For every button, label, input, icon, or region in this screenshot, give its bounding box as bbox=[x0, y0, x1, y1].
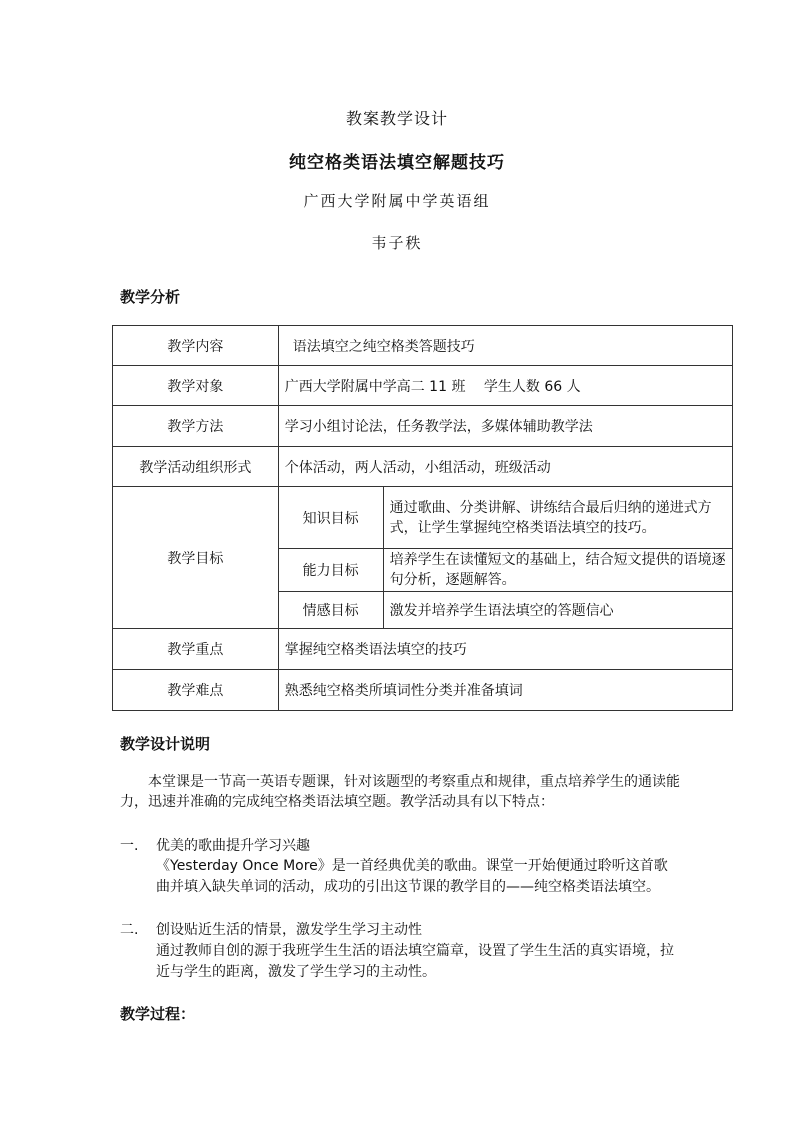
design-intro: 本堂课是一节高一英语专题课，针对该题型的考察重点和规律，重点培养学生的通读能力，迅速并准确的完成纯空格类语法填空题。教学活动具有以下特点： bbox=[120, 774, 680, 810]
table-row bbox=[113, 629, 733, 670]
page-title: 纯空格类语法填空解题技巧 bbox=[289, 153, 505, 173]
analysis-table bbox=[112, 325, 733, 711]
row-value: 个体活动，两人活动，小组活动，班级活动 bbox=[278, 447, 732, 487]
list-item-number: 一. bbox=[120, 838, 139, 854]
row-label: 教学重点 bbox=[113, 629, 279, 670]
row-value: 语法填空之纯空格类答题技巧 bbox=[278, 326, 732, 366]
author-name: 韦子秩 bbox=[371, 234, 423, 252]
goal-label: 情感目标 bbox=[278, 592, 383, 629]
analysis-heading: 教学分析 bbox=[120, 288, 181, 306]
list-item bbox=[120, 920, 680, 940]
row-value: 掌握纯空格类语法填空的技巧 bbox=[278, 629, 732, 670]
row-value: 学习小组讨论法，任务教学法，多媒体辅助教学法 bbox=[278, 406, 732, 447]
goal-value: 通过歌曲、分类讲解、讲练结合最后归纳的递进式方式，让学生掌握纯空格类语法填空的技巧。 bbox=[383, 487, 732, 549]
row-label: 教学难点 bbox=[113, 670, 279, 711]
table-row bbox=[113, 406, 733, 447]
process-heading: 教学过程： bbox=[120, 1005, 196, 1023]
table-row bbox=[113, 487, 733, 549]
row-label: 教学内容 bbox=[113, 326, 279, 366]
table-row bbox=[113, 447, 733, 487]
school-name: 广西大学附属中学英语组 bbox=[303, 192, 491, 210]
row-label: 教学对象 bbox=[113, 366, 279, 406]
row-label: 教学方法 bbox=[113, 406, 279, 447]
list-item bbox=[120, 836, 680, 856]
goal-value: 培养学生在读懂短文的基础上，结合短文提供的语境逐句分析，逐题解答。 bbox=[383, 549, 732, 592]
list-item-title: 优美的歌曲提升学习兴趣 bbox=[156, 838, 310, 854]
list-item-number: 二. bbox=[120, 922, 139, 938]
table-row bbox=[113, 670, 733, 711]
goal-label: 能力目标 bbox=[278, 549, 383, 592]
table-row bbox=[113, 326, 733, 366]
list-item-body: 通过教师自创的源于我班学生生活的语法填空篇章，设置了学生生活的真实语境，拉近与学生的距离，激发了学生学习的主动性。 bbox=[156, 943, 674, 980]
list-item-body: 《Yesterday Once More》是一首经典优美的歌曲。课堂一开始便通过聆听这首歌曲并填入缺失单词的活动，成功的引出这节课的教学目的——纯空格类语法填空。 bbox=[156, 858, 668, 895]
row-label: 教学活动组织形式 bbox=[113, 447, 279, 487]
list-item-title: 创设贴近生活的情景，激发学生学习主动性 bbox=[156, 922, 422, 938]
design-heading: 教学设计说明 bbox=[120, 735, 211, 753]
row-value: 熟悉纯空格类所填词性分类并准备填词 bbox=[278, 670, 732, 711]
goal-value: 激发并培养学生语法填空的答题信心 bbox=[383, 592, 732, 629]
goal-label: 知识目标 bbox=[278, 487, 383, 549]
row-label: 教学目标 bbox=[113, 487, 279, 629]
doc-type-heading: 教案教学设计 bbox=[345, 109, 448, 128]
row-value: 广西大学附属中学高二 11 班 学生人数 66 人 bbox=[278, 366, 732, 406]
table-row bbox=[113, 366, 733, 406]
